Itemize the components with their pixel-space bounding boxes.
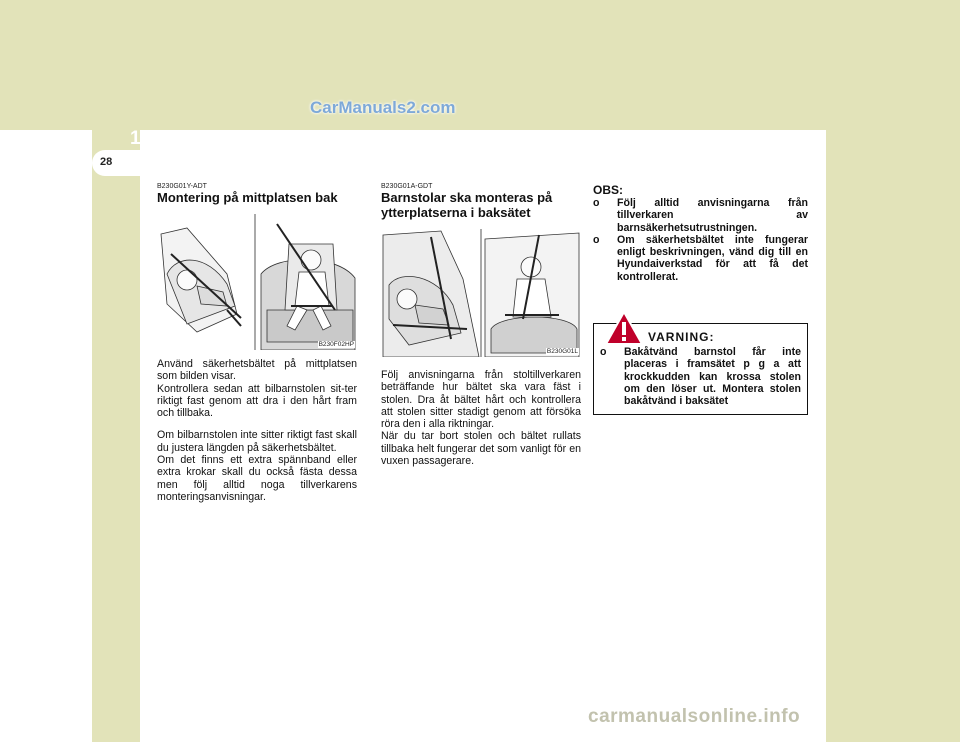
section-code: B230G01A-GDT: [381, 183, 433, 190]
figure-code: B230F02HP: [318, 341, 354, 348]
paragraph: Följ anvisningarna från stoltillverkaren beträffande hur bältet ska vara fäst i stolen. Dra åt bältet hårt och kontrollera att stolen sitter stadigt genom att försöka röra den i alla riktningar.: [381, 369, 581, 431]
bullet-mark: o: [600, 346, 607, 359]
bullet-mark: o: [593, 197, 600, 209]
obs-item-text: Följ alltid anvisningarna från tillverkaren av barnsäkerhetsutrustningen.: [617, 197, 808, 234]
chapter-number: 1: [130, 128, 141, 149]
paragraph: Om bilbarnstolen inte sitter riktigt fast skall du justera längden på säkerhetsbältet.: [157, 429, 357, 454]
section-heading: Barnstolar ska monteras på ytterplatserna i baksätet: [381, 190, 553, 220]
warning-title: VARNING:: [648, 330, 715, 345]
obs-item: [593, 197, 808, 234]
warning-item-text: Bakåtvänd barnstol får inte placeras i framsätet p g a att krockkudden kan krossa stolen om den löser ut. Montera stolen bakåtvänd i baksätet: [624, 346, 801, 408]
paragraph: Kontrollera sedan att bilbarnstolen sit-ter riktigt fast genom att dra i den hårt fram och tillbaka.: [157, 382, 357, 420]
section-heading: Montering på mittplatsen bak: [157, 190, 338, 205]
warning-item: [600, 346, 801, 407]
section-code: B230G01Y-ADT: [157, 183, 207, 190]
chapter-title: BESKRIVNING AV BILENS FUNKTIONER: [145, 132, 325, 142]
footer-watermark: carmanualsonline.info: [588, 706, 801, 727]
column-center-seat: [157, 183, 357, 503]
obs-item: [593, 234, 808, 283]
paragraph: Använd säkerhetsbältet på mittplatsen som bilden visar.: [157, 358, 357, 383]
paragraph: När du tar bort stolen och bältet rullats tillbaka helt fungerar det som vanligt för en vuxen passagerare.: [381, 430, 581, 468]
outer-seat-illustration: [381, 229, 581, 357]
obs-item-text: Om säkerhetsbältet inte fungerar enligt beskrivningen, vänd dig till en Hyundaiverkstad för att få det kontrollerat.: [617, 233, 808, 283]
page-number: 28: [100, 156, 113, 168]
figure-code: B230G01L: [546, 348, 578, 355]
site-watermark-link[interactable]: CarManuals2.com: [310, 98, 456, 117]
column-notes: [593, 183, 808, 415]
center-seat-illustration: [157, 214, 357, 350]
bullet-mark: o: [593, 233, 600, 246]
paragraph: Om det finns ett extra spännband eller extra krokar skall du också fästa dessa men följ alltid noga tillverkarens monteringsanvisningar.: [157, 454, 357, 503]
warning-triangle-icon: [604, 310, 644, 346]
column-outer-seats: [381, 183, 581, 467]
obs-title: OBS:: [593, 183, 623, 197]
header-band: [0, 0, 960, 130]
warning-box: [593, 323, 808, 414]
